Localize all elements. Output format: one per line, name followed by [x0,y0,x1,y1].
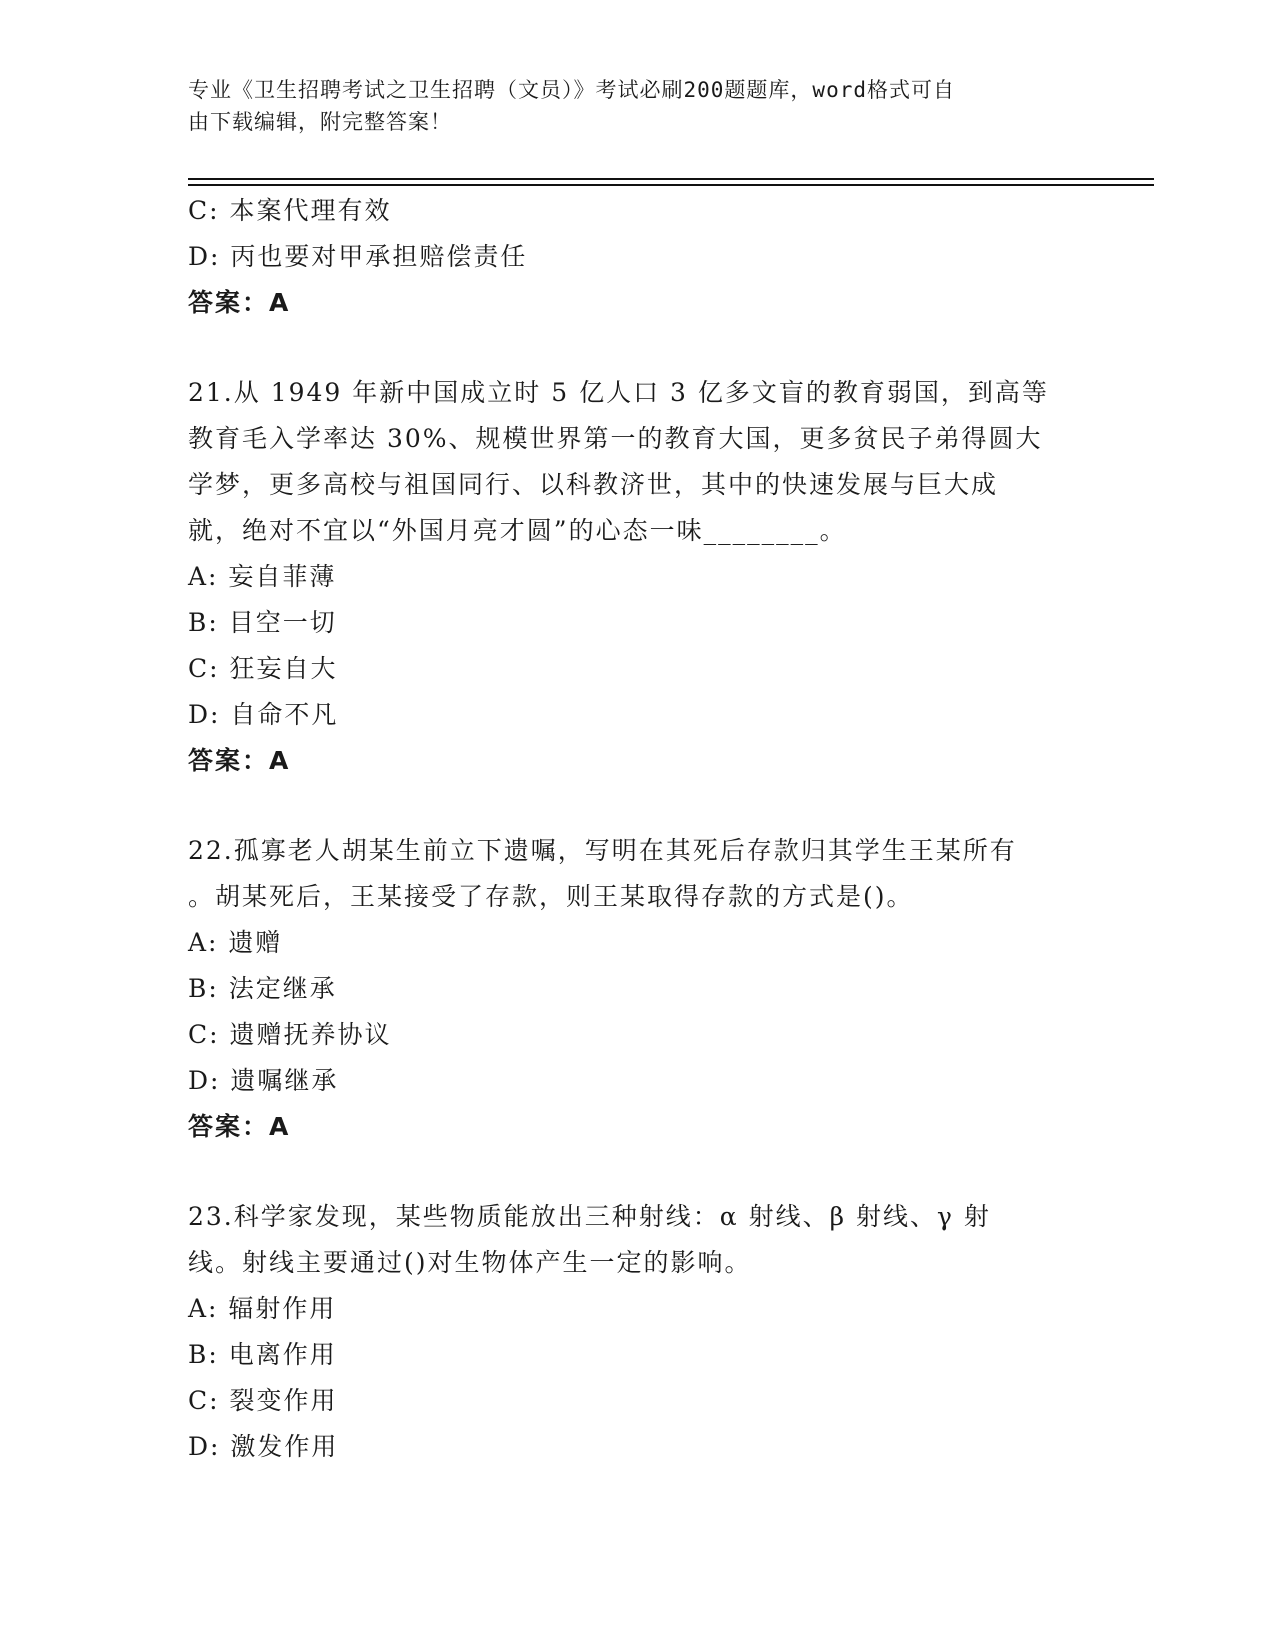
question-stem-line: 就，绝对不宜以“外国月亮才圆”的心态一味________。 [188,516,847,545]
question-stem-line: 21.从 1949 年新中国成立时 5 亿人口 3 亿多文盲的教育弱国，到高等 [188,378,1049,407]
question-21 [188,370,1088,784]
option-c: C: 遗赠抚养协议 [188,1020,392,1049]
spacer [188,784,1088,828]
header-line-1: 专业《卫生招聘考试之卫生招聘（文员）》考试必刷200题题库，word格式可自 [188,78,955,102]
question-stem-line: 22.孤寡老人胡某生前立下遗嘱，写明在其死后存款归其学生王某所有 [188,836,1017,865]
option-d: D: 自命不凡 [188,700,339,729]
option-c: C: 裂变作用 [188,1386,338,1415]
question-23 [188,1194,1088,1470]
option-d: D: 激发作用 [188,1432,339,1461]
option-c: C: 本案代理有效 [188,196,392,225]
header-line-2: 由下载编辑，附完整答案！ [188,110,452,134]
answer-label: 答案：A [188,288,291,317]
header-divider-bottom [188,184,1154,186]
option-c: C: 狂妄自大 [188,654,338,683]
option-a: A: 妄自菲薄 [188,562,337,591]
question-stem-line: 教育毛入学率达 30%、规模世界第一的教育大国，更多贫民子弟得圆大 [188,424,1043,453]
question-stem-line: 23.科学家发现，某些物质能放出三种射线：α 射线、β 射线、γ 射 [188,1202,991,1231]
spacer [188,326,1088,370]
option-b: B: 目空一切 [188,608,337,637]
option-d: D: 遗嘱继承 [188,1066,339,1095]
option-b: B: 法定继承 [188,974,337,1003]
question-list [188,188,1088,1470]
option-a: A: 辐射作用 [188,1294,337,1323]
carryover-block [188,188,1088,326]
answer-label: 答案：A [188,746,291,775]
option-b: B: 电离作用 [188,1340,337,1369]
question-stem-line: 学梦，更多高校与祖国同行、以科教济世，其中的快速发展与巨大成 [188,470,999,499]
header-divider-top [188,178,1154,180]
question-stem-line: 线。射线主要通过()对生物体产生一定的影响。 [188,1248,752,1277]
answer-label: 答案：A [188,1112,291,1141]
question-stem-line: 。胡某死后，王某接受了存款，则王某取得存款的方式是()。 [188,882,914,911]
question-22 [188,828,1088,1150]
option-d: D: 丙也要对甲承担赔偿责任 [188,242,528,271]
spacer [188,1150,1088,1194]
document-header [188,74,1088,138]
option-a: A: 遗赠 [188,928,283,957]
